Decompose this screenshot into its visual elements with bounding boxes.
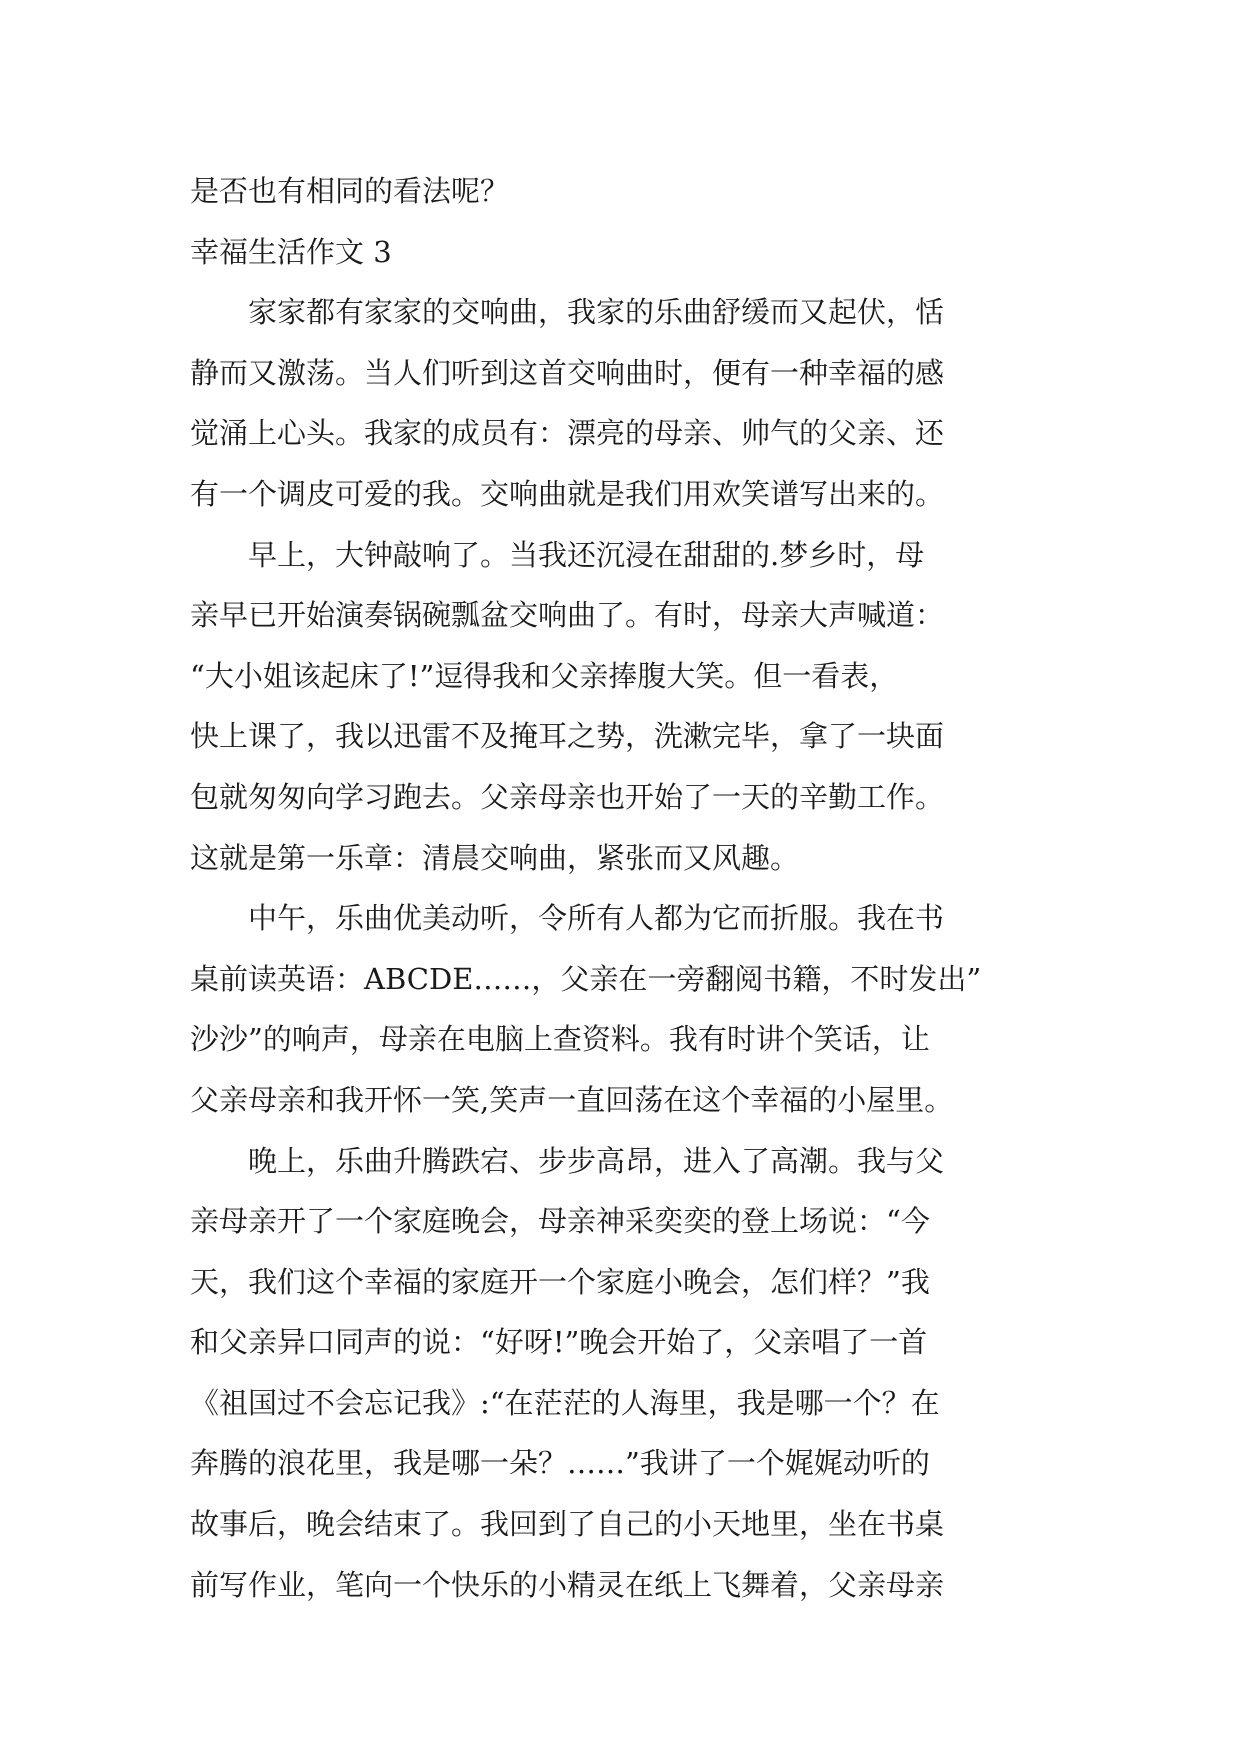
intro-line: 是否也有相同的看法呢？ [190,174,510,208]
paragraph-line: 这就是第一乐章：清晨交响曲，紧张而又风趣。 [190,840,800,875]
paragraph-line: 晚上，乐曲升腾跌宕、步步高昂，进入了高潮。我与父 [248,1143,945,1178]
paragraph-line: “大小姐该起床了!”逗得我和父亲捧腹大笑。但一看表， [190,658,899,693]
paragraph-3 [190,888,1050,1130]
paragraph-line: 《祖国过不会忘记我》:“在茫茫的人海里，我是哪一个？在 [190,1385,940,1420]
paragraph-1 [190,282,1050,524]
paragraph-line: 故事后，晚会结束了。我回到了自己的小天地里，坐在书桌 [190,1507,945,1542]
paragraph-line: 前写作业，笔向一个快乐的小精灵在纸上飞舞着，父亲母亲 [190,1567,945,1602]
paragraph-2 [190,525,1050,889]
paragraph-line: 静而又激荡。当人们听到这首交响曲时，便有一种幸福的感 [190,355,945,390]
essay-title: 幸福生活作文 3 [190,234,392,269]
paragraph-line: 父亲母亲和我开怀一笑,笑声一直回荡在这个幸福的小屋里。 [190,1082,954,1117]
paragraph-line: 奔腾的浪花里，我是哪一朵？……”我讲了一个娓娓动听的 [190,1446,930,1481]
paragraph-line: 桌前读英语：ABCDE……，父亲在一旁翻阅书籍，不时发出” [190,961,982,996]
paragraph-line: 天，我们这个幸福的家庭开一个家庭小晚会，怎们样？”我 [190,1264,930,1299]
paragraph-4 [190,1131,1050,1616]
paragraph-line: 沙沙”的响声，母亲在电脑上查资料。我有时讲个笑话，让 [190,1022,930,1057]
paragraph-line: 包就匆匆向学习跑去。父亲母亲也开始了一天的辛勤工作。 [190,779,945,814]
paragraph-line: 快上课了，我以迅雷不及掩耳之势，洗漱完毕，拿了一块面 [190,719,945,754]
paragraph-line: 家家都有家家的交响曲，我家的乐曲舒缓而又起伏，恬 [248,295,945,330]
paragraph-line: 亲早已开始演奏锅碗瓢盆交响曲了。有时，母亲大声喊道： [190,598,945,633]
paragraph-line: 和父亲异口同声的说：“好呀!”晚会开始了，父亲唱了一首 [190,1325,928,1360]
document-body [190,161,1050,1615]
paragraph-line: 中午，乐曲优美动听，令所有人都为它而折服。我在书 [248,901,945,936]
paragraph-line: 早上，大钟敲响了。当我还沉浸在甜甜的.梦乡时，母 [248,537,925,572]
paragraph-line: 觉涌上心头。我家的成员有：漂亮的母亲、帅气的父亲、还 [190,416,945,451]
paragraph-line: 亲母亲开了一个家庭晚会，母亲神采奕奕的登上场说：“今 [190,1204,930,1239]
paragraph-line: 有一个调皮可爱的我。交响曲就是我们用欢笑谱写出来的。 [190,476,945,511]
